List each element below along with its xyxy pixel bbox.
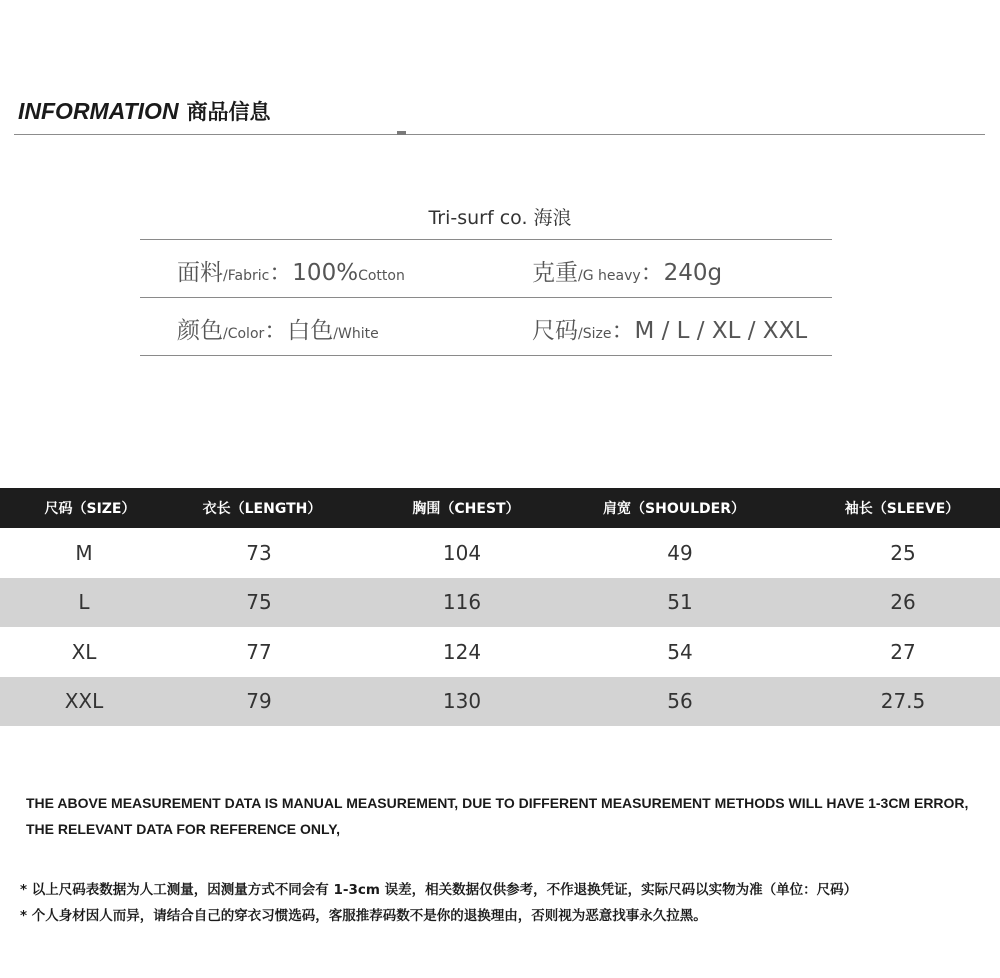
- cell-shoulder: 51: [667, 590, 693, 615]
- size-label-cn: 尺码: [532, 318, 578, 344]
- section-title-en: INFORMATION: [18, 98, 179, 124]
- note-cn-line-2: * 个人身材因人而异，请结合自己的穿衣习惯选码，客服推荐码数不是你的退换理由，否则视为恶意找事永久拉黑。: [20, 908, 707, 924]
- color-separator: ：: [264, 318, 288, 344]
- cell-chest: 124: [442, 639, 482, 664]
- fabric-info: [177, 254, 405, 287]
- size-chart-header-row: [0, 488, 1000, 528]
- info-divider: [140, 355, 832, 356]
- fabric-separator: ：: [269, 260, 293, 286]
- header-divider-marker: [397, 131, 406, 135]
- weight-label-cn: 克重: [532, 260, 578, 286]
- fabric-value: 100%: [292, 260, 359, 286]
- size-label-en: /Size: [578, 326, 612, 342]
- cell-sleeve: 26: [890, 590, 916, 615]
- note-en-line-1: THE ABOVE MEASUREMENT DATA IS MANUAL MEASUREMENT, DUE TO DIFFERENT MEASUREMENT METHODS WILL HAVE 1-3CM ERROR,: [26, 795, 969, 811]
- size-separator: ：: [611, 318, 635, 344]
- cell-length: 79: [246, 689, 272, 714]
- info-row-color-size: [140, 298, 832, 355]
- table-row: [0, 528, 1000, 578]
- note-en-line-2: THE RELEVANT DATA FOR REFERENCE ONLY,: [26, 821, 340, 837]
- cell-shoulder: 49: [667, 540, 693, 565]
- size-value: M / L / XL / XXL: [634, 318, 808, 344]
- fabric-label-cn: 面料: [177, 260, 223, 286]
- cell-length: 77: [246, 639, 272, 664]
- cell-size: XL: [71, 639, 97, 664]
- cell-size: L: [78, 590, 90, 615]
- cell-length: 75: [246, 590, 272, 615]
- measurement-note-cn: [20, 877, 857, 929]
- cell-chest: 104: [442, 540, 482, 565]
- cell-sleeve: 27.5: [880, 689, 926, 714]
- color-value: 白色: [287, 318, 334, 344]
- note-cn-line-1: * 以上尺码表数据为人工测量，因测量方式不同会有 1-3cm 误差，相关数据仅供参考，不作退换凭证，实际尺码以实物为准（单位：尺码）: [20, 882, 858, 898]
- weight-label-en: /G heavy: [578, 268, 641, 284]
- header-chest: 胸围（CHEST）: [412, 501, 520, 517]
- cell-size: M: [75, 540, 93, 565]
- color-label-cn: 颜色: [177, 318, 223, 344]
- header-size: 尺码（SIZE）: [44, 501, 136, 517]
- fabric-label-en: /Fabric: [223, 268, 270, 284]
- product-info-table: [140, 239, 832, 356]
- cell-size: XXL: [64, 689, 104, 714]
- measurement-note-en: [26, 790, 968, 842]
- header-sleeve: 袖长（SLEEVE）: [844, 501, 960, 517]
- fabric-value-en: Cotton: [358, 268, 405, 284]
- cell-shoulder: 56: [667, 689, 693, 714]
- cell-shoulder: 54: [667, 639, 693, 664]
- weight-separator: ：: [640, 260, 664, 286]
- table-row: [0, 677, 1000, 727]
- cell-sleeve: 27: [890, 639, 916, 664]
- brand-name: Tri-surf co. 海浪: [428, 207, 572, 229]
- info-row-fabric-weight: [140, 240, 832, 297]
- table-row: [0, 627, 1000, 677]
- cell-sleeve: 25: [890, 540, 916, 565]
- section-header: [18, 96, 271, 126]
- cell-length: 73: [246, 540, 272, 565]
- section-title-cn: 商品信息: [186, 100, 271, 124]
- table-row: [0, 578, 1000, 628]
- header-length: 衣长（LENGTH）: [202, 501, 322, 517]
- header-divider: [14, 134, 985, 135]
- cell-chest: 116: [442, 590, 482, 615]
- color-value-en: /White: [333, 326, 379, 342]
- weight-info: [532, 254, 722, 287]
- size-chart-table: [0, 488, 1000, 726]
- cell-chest: 130: [442, 689, 482, 714]
- weight-value: 240g: [663, 260, 723, 286]
- color-label-en: /Color: [223, 326, 265, 342]
- size-info: [532, 312, 807, 345]
- color-info: [177, 312, 379, 345]
- header-shoulder: 肩宽（SHOULDER）: [603, 501, 745, 517]
